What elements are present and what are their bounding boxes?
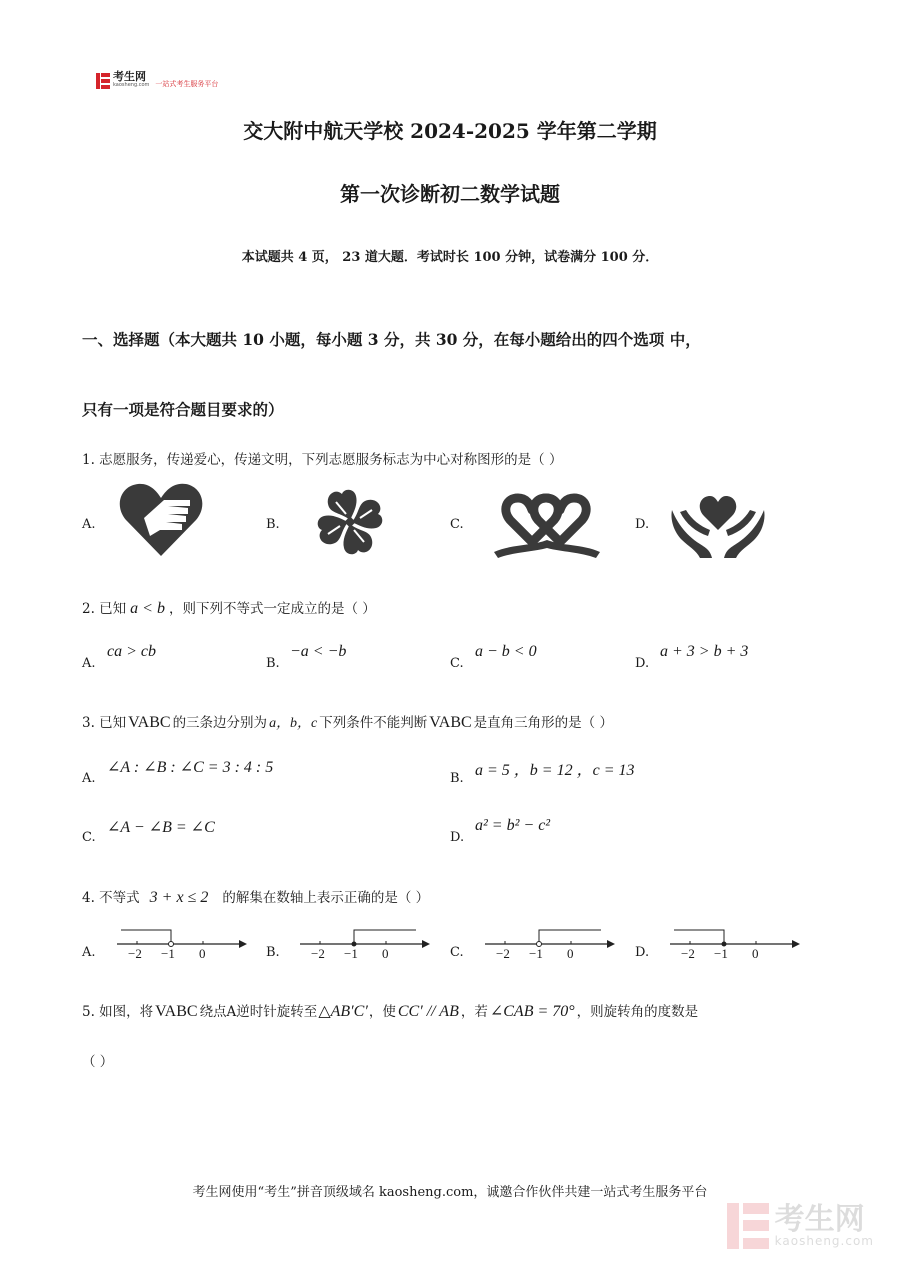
q3-middle: 的三条边分别为: [172, 715, 268, 731]
q4-a-tick-neg2: −2: [128, 946, 142, 961]
q4-d-tick-neg1: −1: [714, 946, 728, 961]
q4-option-c-label: C.: [450, 945, 464, 960]
q4-c-tick-neg2: −2: [496, 946, 510, 961]
q1-option-c-label: C.: [450, 517, 464, 532]
q3-option-c-label: C.: [82, 830, 96, 845]
q2-option-b-label: B.: [266, 656, 280, 671]
watermark-name: 考生网: [774, 1202, 865, 1237]
q2-option-b-expr: −a < −b: [290, 643, 347, 660]
q3-option-a-expr: ∠A : ∠B : ∠C = 3 : 4 : 5: [107, 759, 274, 776]
q1-stem: 1. 志愿服务，传递爱心，传递文明，下列志愿服务标志为中心对称图形的是（ ）: [82, 452, 563, 468]
q5-angle: ∠CAB = 70°: [489, 1003, 575, 1020]
q5-triangle: VABC: [155, 1003, 198, 1020]
logo-domain: kaosheng.com: [113, 82, 150, 88]
q3-middle2: 下列条件不能判断: [319, 715, 428, 731]
q1-option-d-label: D.: [635, 517, 650, 532]
q4-option-a-label: A.: [82, 945, 96, 960]
watermark-domain: kaosheng.com: [774, 1234, 874, 1248]
q5-parallel: CC′ // AB: [397, 1003, 459, 1020]
q2-suffix: ，则下列不等式一定成立的是（ ）: [168, 601, 376, 617]
q5-mid3: ，若: [460, 1004, 488, 1020]
q3-triangle-2: VABC: [429, 714, 472, 731]
q4-option-d-label: D.: [635, 945, 650, 960]
q5-suffix: ，则旋转角的度数是: [576, 1004, 699, 1020]
q4-b-tick-neg2: −2: [311, 946, 325, 961]
q3-option-d-label: D.: [450, 830, 465, 845]
q2-option-c-label: C.: [450, 656, 464, 671]
clover-hands-icon: [310, 484, 390, 560]
watermark-mark-icon: [727, 1203, 769, 1249]
logo-mark-icon: [96, 73, 110, 89]
q5-mid1: 绕点A逆时针旋转至: [199, 1004, 318, 1020]
q4-option-b-label: B.: [266, 945, 280, 960]
q3-prefix: 3. 已知: [82, 715, 127, 731]
q3-stem: [82, 711, 613, 732]
linked-hearts-icon: [492, 490, 602, 560]
q4-prefix: 4. 不等式: [82, 890, 140, 906]
q2-stem: [82, 597, 376, 618]
q3-option-a-label: A.: [82, 771, 96, 786]
hands-holding-heart-icon: [670, 490, 766, 560]
q4-d-tick-neg2: −2: [681, 946, 695, 961]
q3-suffix: 是直角三角形的是（ ）: [473, 715, 613, 731]
q4-c-tick-neg1: −1: [529, 946, 543, 961]
q4-d-tick-0: 0: [752, 946, 759, 961]
q2-option-d-label: D.: [635, 656, 650, 671]
q3-sides: a，b，c: [269, 716, 318, 731]
q3-triangle: VABC: [128, 714, 171, 731]
q4-suffix: 的解集在数轴上表示正确的是（ ）: [222, 890, 430, 906]
q5-stem: [82, 1000, 698, 1021]
q5-prefix: 5. 如图，将: [82, 1004, 154, 1020]
q3-option-b-label: B.: [450, 771, 464, 786]
section-heading-line2: 只有一项是符合题目要求的）: [82, 400, 284, 419]
q2-condition: a < b: [130, 600, 165, 617]
q4-stem: [82, 886, 429, 907]
q1-option-a-label: A.: [82, 517, 96, 532]
q4-b-tick-neg1: −1: [344, 946, 358, 961]
q2-option-d-expr: a + 3 > b + 3: [660, 643, 749, 660]
q2-option-a-label: A.: [82, 656, 96, 671]
q3-option-c-expr: ∠A − ∠B = ∠C: [107, 819, 215, 836]
exam-title-line1: 交大附中航天学校 2024-2025 学年第二学期: [243, 119, 657, 143]
q4-expr: 3 + x ≤ 2: [149, 889, 209, 906]
q2-option-a-expr: ca > cb: [107, 643, 156, 660]
q4-c-tick-0: 0: [567, 946, 574, 961]
exam-info: 本试题共 4 页， 23 道大题．考试时长 100 分钟，试卷满分 100 分．: [241, 250, 659, 265]
q1-option-b-label: B.: [266, 517, 280, 532]
logo-name: 考生网: [113, 70, 146, 83]
q4-b-tick-0: 0: [382, 946, 389, 961]
q3-option-d-expr: a² = b² − c²: [475, 817, 551, 834]
q4-a-tick-0: 0: [199, 946, 206, 961]
q5-triangle-rotated: △AB′C′: [318, 1003, 368, 1020]
exam-title-line2: 第一次诊断初二数学试题: [340, 182, 560, 206]
q3-option-b-expr: a = 5 ，b = 12 ，c = 13: [475, 762, 635, 779]
q4-a-tick-neg1: −1: [161, 946, 175, 961]
logo-slogan: 一站式考生服务平台: [155, 80, 219, 88]
heart-hand-icon: [116, 478, 206, 560]
site-logo: [96, 72, 218, 90]
q5-answer-blank: （ ）: [82, 1054, 114, 1070]
watermark-logo: [727, 1203, 874, 1249]
page-footer: 考生网使用“考生”拼音顶级域名 kaosheng.com，诚邀合作伙伴共建一站式考生服务平台: [192, 1185, 708, 1200]
q2-option-c-expr: a − b < 0: [475, 643, 537, 660]
section-heading-line1: 一、选择题（本大题共 10 小题，每小题 3 分，共 30 分，在每小题给出的四个选项 中，: [82, 330, 701, 349]
q5-mid2: ，使: [368, 1004, 396, 1020]
q2-prefix: 2. 已知: [82, 601, 127, 617]
